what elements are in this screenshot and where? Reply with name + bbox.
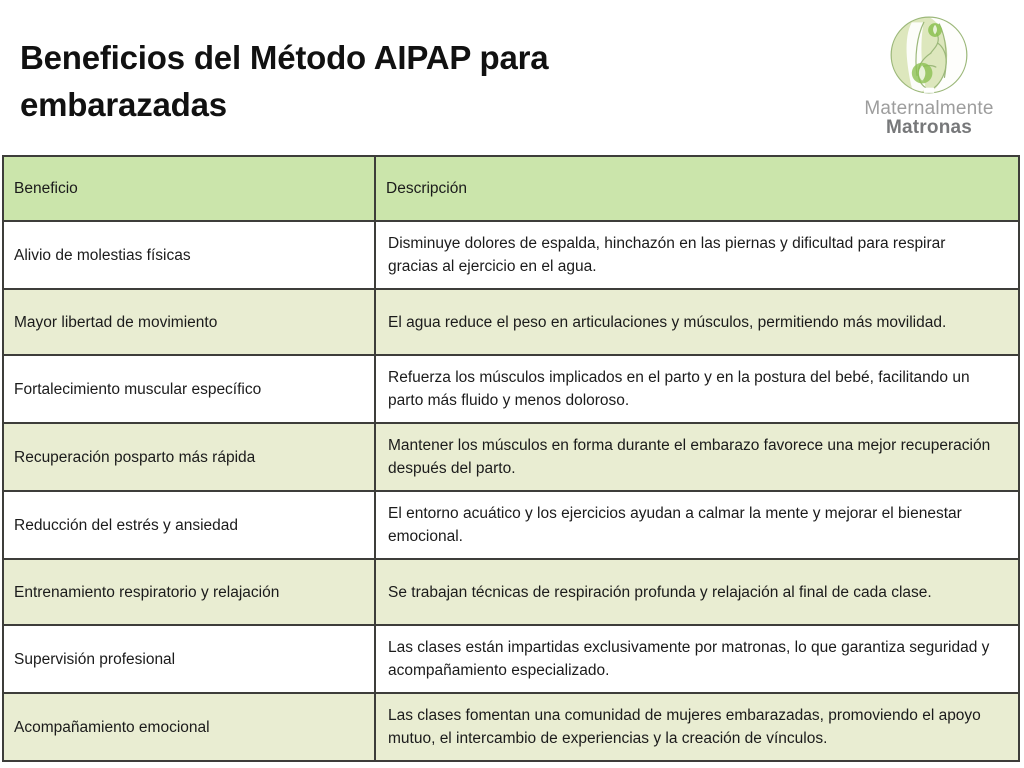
cell-benefit: Mayor libertad de movimiento — [3, 289, 375, 355]
column-header-description: Descripción — [375, 156, 1019, 221]
table-body — [3, 221, 1019, 761]
pregnant-woman-circle-logo-icon — [886, 12, 972, 98]
cell-benefit: Fortalecimiento muscular específico — [3, 355, 375, 423]
cell-benefit: Acompañamiento emocional — [3, 693, 375, 761]
table-row — [3, 289, 1019, 355]
cell-description: Refuerza los músculos implicados en el parto y en la postura del bebé, facilitando un parto más fluido y menos doloroso. — [375, 355, 1019, 423]
cell-benefit: Supervisión profesional — [3, 625, 375, 693]
cell-benefit: Alivio de molestias físicas — [3, 221, 375, 289]
table-row — [3, 423, 1019, 491]
table-header — [3, 156, 1019, 221]
table-header-row — [3, 156, 1019, 221]
logo-word-top: Maternalmente — [864, 98, 994, 119]
column-header-benefit: Beneficio — [3, 156, 375, 221]
table-row — [3, 221, 1019, 289]
table-row — [3, 559, 1019, 625]
cell-benefit: Recuperación posparto más rápida — [3, 423, 375, 491]
table-row — [3, 625, 1019, 693]
cell-benefit: Entrenamiento respiratorio y relajación — [3, 559, 375, 625]
cell-description: Las clases están impartidas exclusivamente por matronas, lo que garantiza seguridad y acompañamiento especializado. — [375, 625, 1019, 693]
cell-description: El entorno acuático y los ejercicios ayudan a calmar la mente y mejorar el bienestar emocional. — [375, 491, 1019, 559]
table-row — [3, 693, 1019, 761]
cell-description: Mantener los músculos en forma durante el embarazo favorece una mejor recuperación después del parto. — [375, 423, 1019, 491]
table-row — [3, 491, 1019, 559]
table-row — [3, 355, 1019, 423]
cell-description: Se trabajan técnicas de respiración profunda y relajación al final de cada clase. — [375, 559, 1019, 625]
brand-logo — [854, 12, 1004, 144]
cell-description: Las clases fomentan una comunidad de mujeres embarazadas, promoviendo el apoyo mutuo, el intercambio de experiencias y la creación de vínculos. — [375, 693, 1019, 761]
page-header — [0, 0, 1024, 155]
cell-description: Disminuye dolores de espalda, hinchazón en las piernas y dificultad para respirar gracias al ejercicio en el agua. — [375, 221, 1019, 289]
logo-word-bottom: Matronas — [885, 117, 973, 139]
cell-benefit: Reducción del estrés y ansiedad — [3, 491, 375, 559]
cell-description: El agua reduce el peso en articulaciones y músculos, permitiendo más movilidad. — [375, 289, 1019, 355]
page-title: Beneficios del Método AIPAP para embarazadas — [20, 39, 549, 123]
benefits-table — [2, 155, 1020, 762]
logo-wordmark — [864, 99, 993, 138]
